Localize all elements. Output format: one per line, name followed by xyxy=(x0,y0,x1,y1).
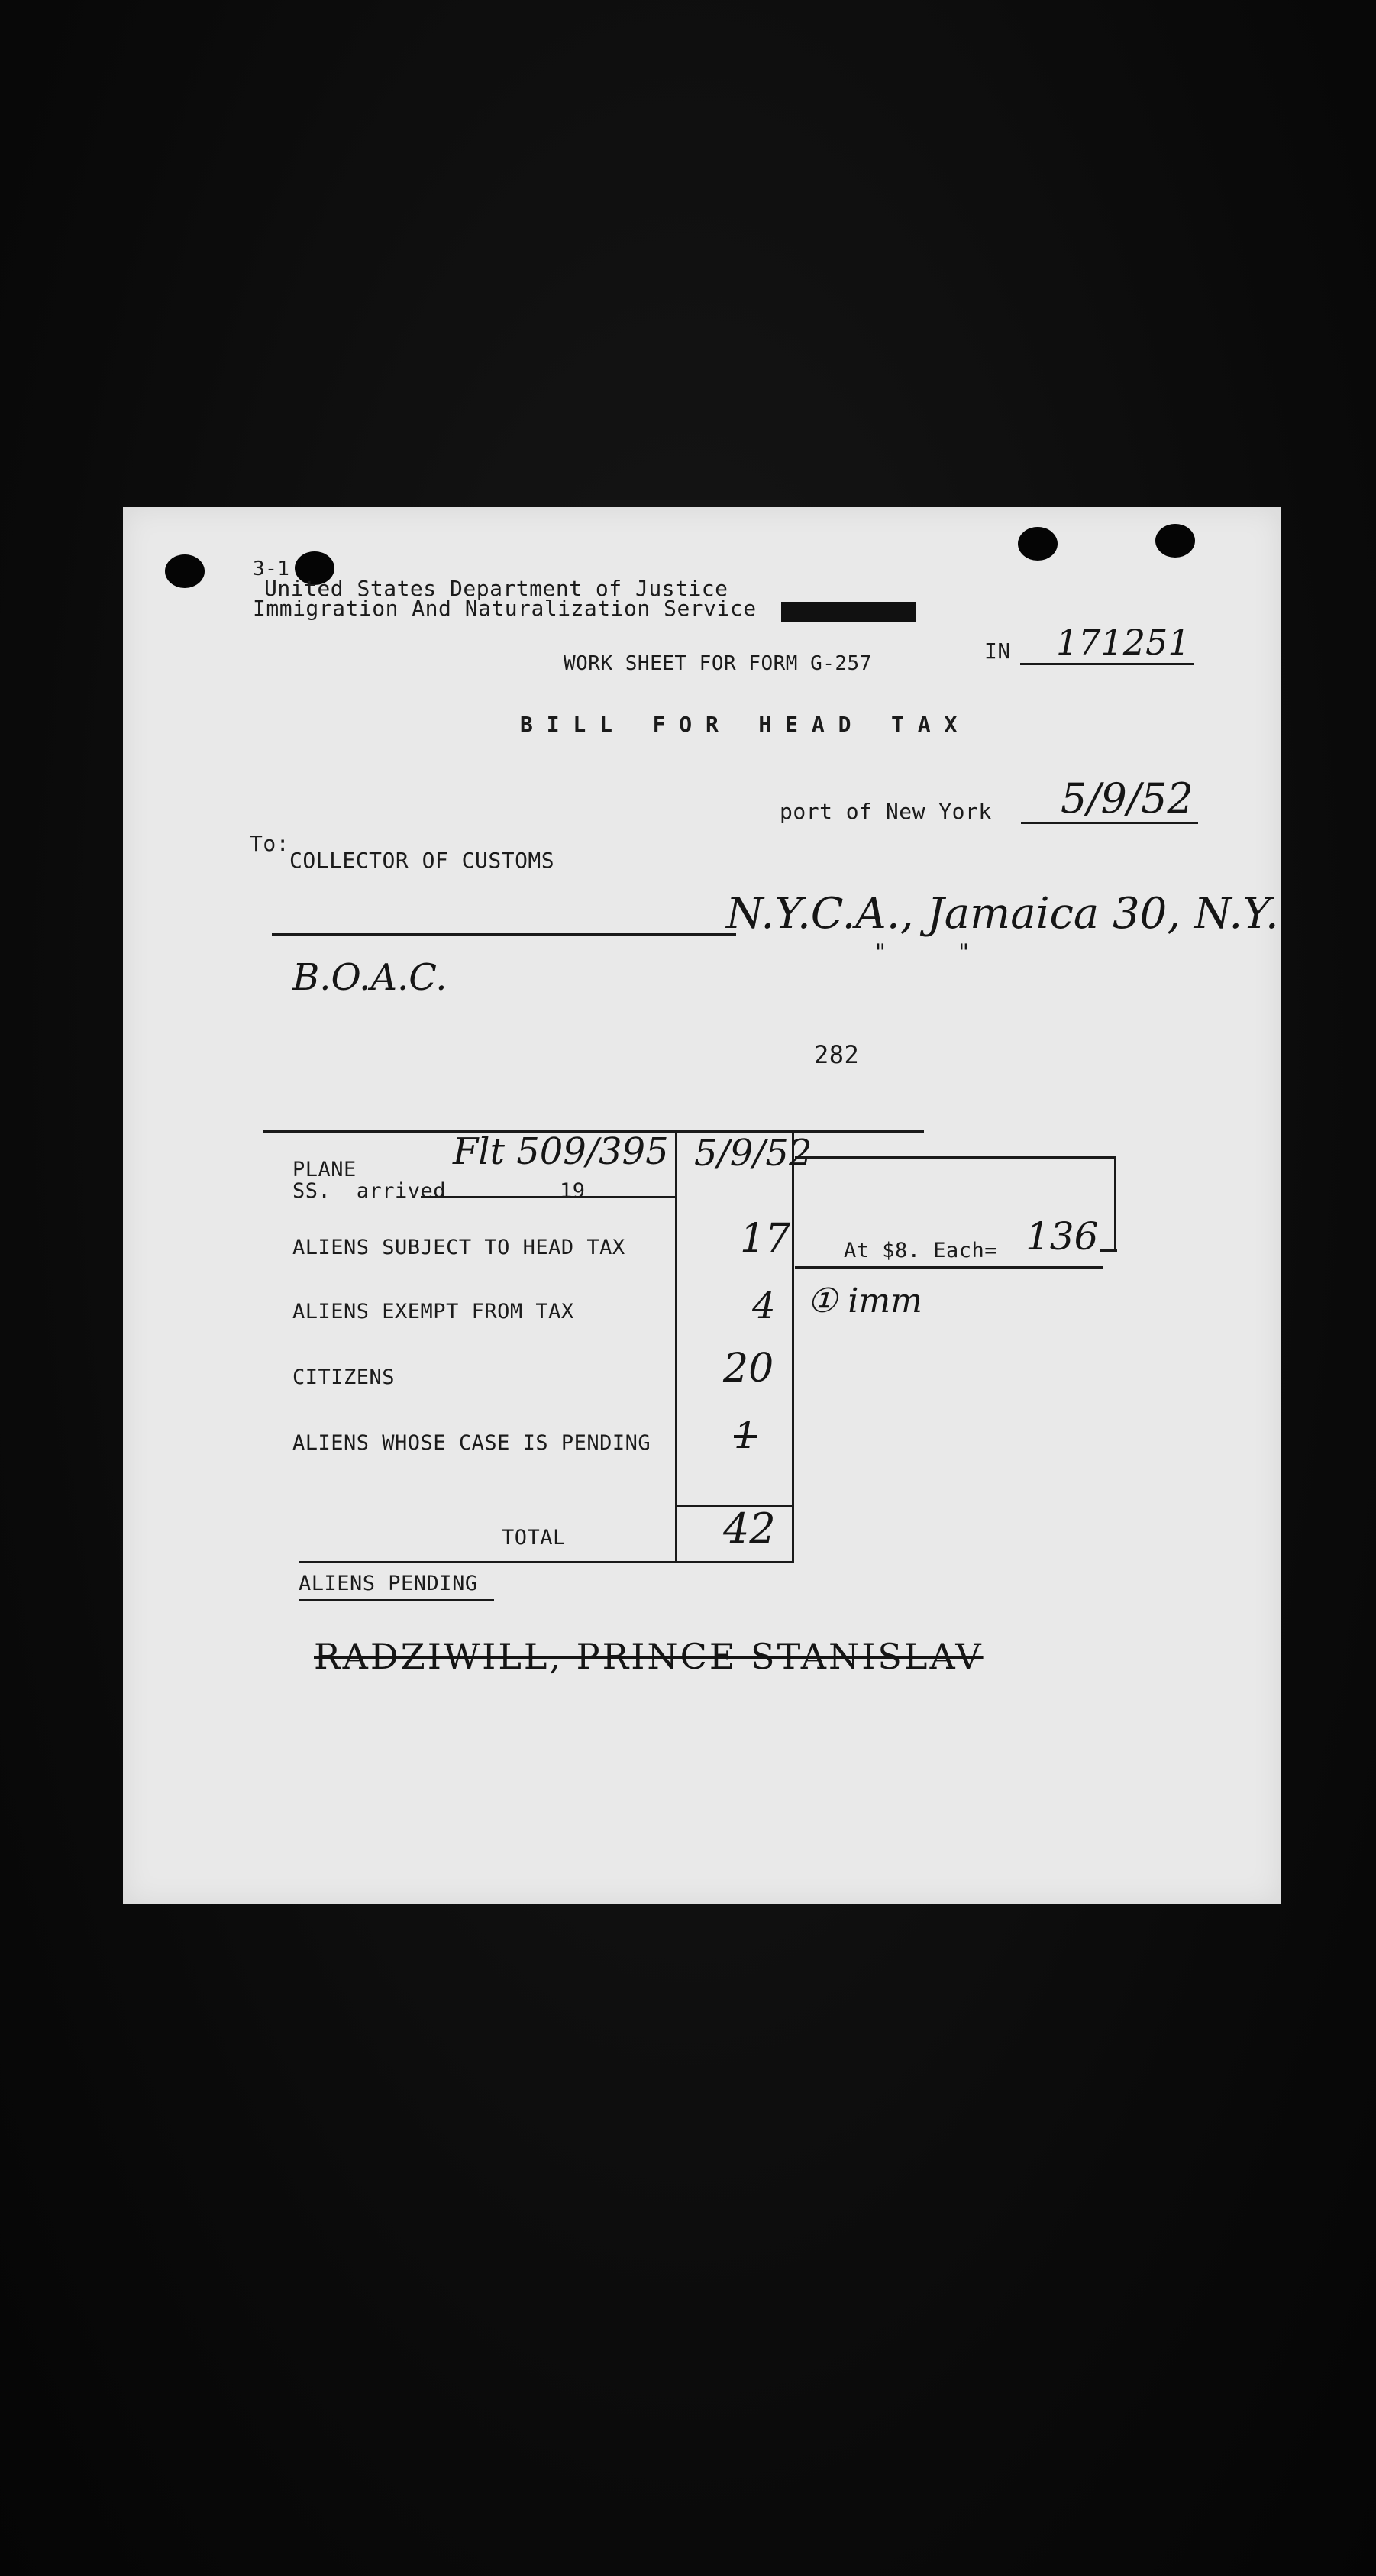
pending-name: RADZIWILL, PRINCE STANISLAV xyxy=(314,1636,984,1677)
ditto-marks: " " xyxy=(875,939,969,966)
agency-line-1: United States Department of Justice xyxy=(264,576,728,601)
worksheet-title: WORK SHEET FOR FORM G-257 xyxy=(564,652,872,675)
row-value-subject: 17 xyxy=(740,1216,791,1262)
bill-date: 5/9/52 xyxy=(1061,774,1194,823)
redaction-stamp xyxy=(781,602,916,622)
in-label: IN xyxy=(984,638,1011,664)
ss-arrived-label: SS. arrived xyxy=(292,1179,447,1203)
punch-hole-left xyxy=(165,554,205,588)
row-value-exempt: 4 xyxy=(752,1285,776,1327)
bill-title: B I L L F O R H E A D T A X xyxy=(520,712,958,737)
rate-underline xyxy=(795,1266,1103,1269)
arrival-date: 5/9/52 xyxy=(694,1132,812,1175)
rate-label: At $8. Each= xyxy=(844,1239,998,1262)
address-handwritten: N.Y.C.A., Jamaica 30, N.Y. xyxy=(726,889,1279,939)
port-label: port of New York xyxy=(780,799,992,824)
to-label: To: xyxy=(250,831,290,856)
row-value-pending: 1 xyxy=(734,1414,757,1457)
bill-number: 282 xyxy=(814,1040,860,1069)
address-underline xyxy=(272,933,736,936)
plane-label: PLANE xyxy=(292,1158,357,1181)
punch-hole-right-1 xyxy=(1018,527,1058,561)
document-sheet xyxy=(123,507,1281,1904)
year-label: 19 xyxy=(560,1179,586,1203)
flight-number: Flt 509/395 xyxy=(453,1130,669,1173)
table-value-right-rule xyxy=(792,1130,794,1562)
form-number: 3-1 xyxy=(253,558,290,580)
row-label-pending: ALIENS WHOSE CASE IS PENDING xyxy=(292,1431,651,1455)
total-value: 42 xyxy=(723,1505,776,1553)
punch-hole-right-2 xyxy=(1155,524,1195,558)
plane-underline xyxy=(421,1196,675,1198)
row-label-citizens: CITIZENS xyxy=(292,1366,396,1389)
tax-amount: 136 xyxy=(1026,1214,1099,1259)
total-label: TOTAL xyxy=(502,1526,566,1550)
row-value-citizens: 20 xyxy=(723,1346,774,1391)
table-value-left-rule xyxy=(675,1130,677,1562)
row-label-exempt: ALIENS EXEMPT FROM TAX xyxy=(292,1300,574,1324)
exempt-note: ① imm xyxy=(807,1282,922,1320)
agency-line-2: Immigration And Naturalization Service xyxy=(253,596,757,621)
table-bottom-rule xyxy=(299,1561,794,1563)
aliens-pending-underline xyxy=(299,1599,494,1601)
bracket-right xyxy=(1114,1156,1116,1251)
addressee: COLLECTOR OF CUSTOMS xyxy=(289,848,555,873)
in-number-underline xyxy=(1020,663,1194,665)
row-label-subject: ALIENS SUBJECT TO HEAD TAX xyxy=(292,1236,625,1259)
bracket-tick xyxy=(1100,1249,1117,1252)
aliens-pending-label: ALIENS PENDING xyxy=(299,1572,478,1595)
carrier-handwritten: B.O.A.C. xyxy=(292,956,447,999)
in-number: 171251 xyxy=(1056,622,1190,663)
bracket-top xyxy=(795,1156,1116,1159)
